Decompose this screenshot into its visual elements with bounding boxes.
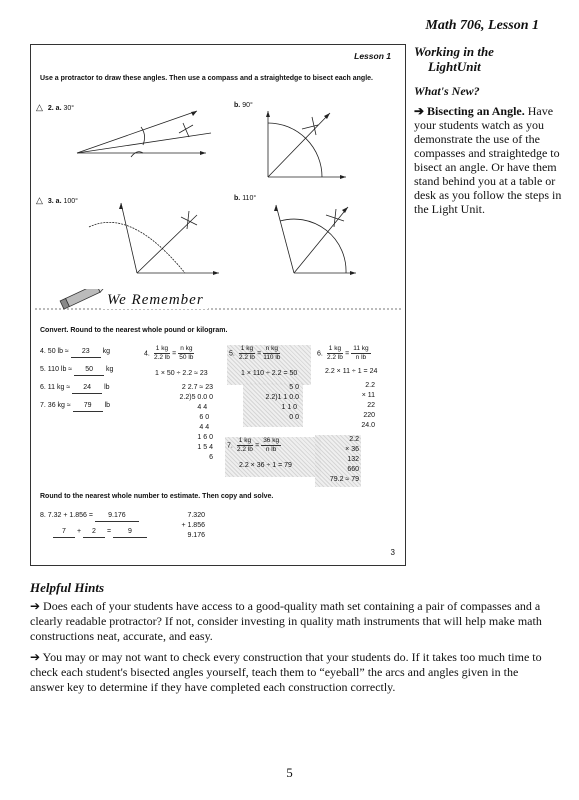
- worksheet-page-number: 3: [390, 548, 395, 557]
- hint-paragraph-2: ➔ You may or may not want to check every construction that your students do. If it takes too much time to check each student's bisected angles yourself, teach them to “eyeball” the arcs and angles given in the answer key to determine if they have completed each construction correctly.: [30, 650, 542, 694]
- hint-paragraph-1: ➔ Does each of your students have access to a good-quality math set containing a pair of compasses and a clearly readable protractor? If not, consider investing in quality math instruments that will help make math constructions neat, accurate, and easy.: [30, 599, 542, 643]
- work-7-proportion: 7. $\frac{1 kg}{2.2 lb}$ = $\frac{36 kg}{\text{n lb}}$: [227, 437, 280, 453]
- work-7-equation: 2.2 × 36 ÷ 1 = 79: [239, 462, 292, 469]
- pencil-icon: [35, 289, 401, 319]
- work-4-equation: 1 × 50 ÷ 2.2 ≈ 23: [155, 370, 208, 377]
- work-7-multiplication: 2.2 × 36 132 660 79.2 ≈ 79: [329, 436, 359, 483]
- we-remember-title: We Remember: [103, 292, 208, 309]
- work-5-proportion: 5. $\frac{1 kg}{2.2 lb}$ = $\frac{\text{n kg}}{110 lb}$: [229, 345, 281, 361]
- problem-3a-label: △ 3. a. 100°: [36, 195, 78, 205]
- work-4-proportion: 4. $\frac{1 kg}{2.2 lb}$ = $\frac{\text{n kg}}{50 lb}$: [144, 345, 194, 361]
- work-5-division: 5 0 2.2)1 1 0.0 1 1 0 0 0: [265, 384, 299, 421]
- item-8-estimate: 7 + 2 = 9: [53, 527, 147, 538]
- work-4-division: 2 2.7 ≈ 23 2.2)5 0.0 0 4 4 6 0 4 4 1 6 0 1 5 4 6: [179, 384, 213, 461]
- round-instruction: Round to the nearest whole number to estimate. Then copy and solve.: [40, 493, 274, 500]
- helpful-hints: [30, 580, 550, 701]
- lesson-label: Lesson 1: [354, 51, 391, 61]
- angle-30-figure: [71, 105, 221, 175]
- convert-item-5: 5. 110 lb ≈ 50 kg: [40, 365, 113, 376]
- worksheet-instruction: Use a protractor to draw these angles. Then use a compass and a straightedge to bisect each angle.: [40, 75, 373, 82]
- page-header: Math 706, Lesson 1: [425, 18, 539, 33]
- worksheet-panel: [30, 44, 406, 566]
- triangle-icon: △: [36, 102, 43, 112]
- sidebar: [414, 44, 564, 216]
- sidebar-item-text: Have your students watch as you demonstrate the use of the compasses and straightedge to bisect an angle. Or have them stand behind you at a table or desk as you follow the steps in the Light Unit.: [414, 104, 562, 216]
- angle-90-figure: [256, 105, 376, 185]
- sidebar-item: [414, 104, 564, 216]
- work-5-equation: 1 × 110 ÷ 2.2 = 50: [241, 370, 298, 377]
- problem-2a-label: △ 2. a. 30°: [36, 102, 75, 112]
- sidebar-subheading: What's New?: [414, 84, 480, 98]
- we-remember-banner: [35, 289, 401, 319]
- hints-title: Helpful Hints: [30, 580, 105, 595]
- item-8-expression: 8. 7.32 + 1.856 = 9.176: [40, 511, 139, 522]
- item-8-addition: 7.320 + 1.856 9.176: [181, 512, 205, 539]
- convert-item-6: 6. 11 kg ≈ 24 lb: [40, 383, 110, 394]
- angle-100-figure: [81, 197, 231, 287]
- work-6-multiplication: 2.2 × 11 22 220 24.0: [361, 382, 375, 429]
- work-6-proportion: 6. $\frac{1 kg}{2.2 lb}$ = $\frac{11 kg}{\text{n lb}}$: [317, 345, 369, 361]
- convert-instruction: Convert. Round to the nearest whole pound or kilogram.: [40, 327, 228, 334]
- sidebar-item-title: ➔ Bisecting an Angle.: [414, 104, 525, 118]
- convert-item-7: 7. 36 kg ≈ 79 lb: [40, 401, 110, 412]
- triangle-icon: △: [36, 195, 43, 205]
- angle-110-figure: [256, 197, 376, 287]
- convert-item-4: 4. 50 lb ≈ 23 kg: [40, 347, 110, 358]
- problem-2b-label: b. 90°: [234, 102, 253, 109]
- problem-3b-label: b. 110°: [234, 195, 257, 202]
- page-number: 5: [286, 765, 293, 780]
- sidebar-heading: Working in the LightUnit: [414, 44, 494, 74]
- work-6-equation: 2.2 × 11 ÷ 1 = 24: [325, 368, 378, 375]
